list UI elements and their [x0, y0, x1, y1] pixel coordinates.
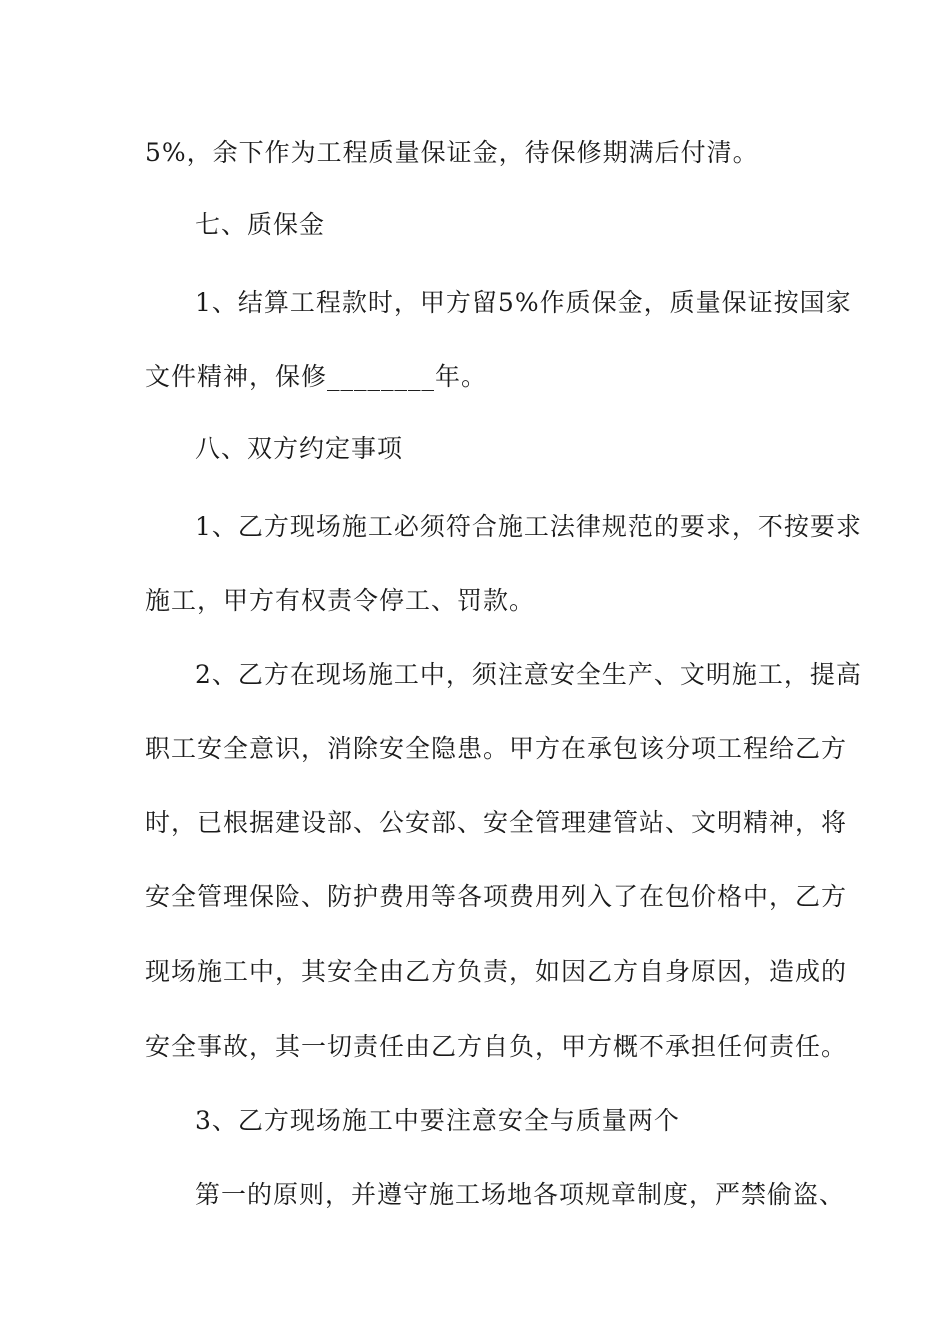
paragraph-line: 施工，甲方有权责令停工、罚款。 — [145, 586, 536, 615]
section-heading: 七、质保金 — [195, 210, 326, 239]
paragraph-line: 2、乙方在现场施工中，须注意安全生产、文明施工，提高 — [195, 660, 862, 689]
paragraph-line: 第一的原则，并遵守施工场地各项规章制度，严禁偷盗、 — [195, 1180, 846, 1209]
paragraph-line: 3、乙方现场施工中要注意安全与质量两个 — [195, 1106, 680, 1135]
paragraph-line: 现场施工中，其安全由乙方负责，如因乙方自身原因，造成的 — [145, 957, 848, 986]
paragraph-line: 安全管理保险、防护费用等各项费用列入了在包价格中，乙方 — [145, 882, 848, 911]
paragraph-line: 1、乙方现场施工必须符合施工法律规范的要求，不按要求 — [195, 512, 862, 541]
paragraph-line: 时，已根据建设部、公安部、安全管理建管站、文明精神，将 — [145, 808, 848, 837]
paragraph-line: 职工安全意识，消除安全隐患。甲方在承包该分项工程给乙方 — [145, 734, 848, 763]
paragraph-line: 文件精神，保修________年。 — [145, 362, 488, 391]
section-heading: 八、双方约定事项 — [195, 434, 404, 463]
paragraph-line: 5%，余下作为工程质量保证金，待保修期满后付清。 — [145, 138, 759, 167]
paragraph-line: 安全事故，其一切责任由乙方自负，甲方概不承担任何责任。 — [145, 1032, 848, 1061]
paragraph-line: 1、结算工程款时，甲方留5%作质保金，质量保证按国家 — [195, 288, 852, 317]
